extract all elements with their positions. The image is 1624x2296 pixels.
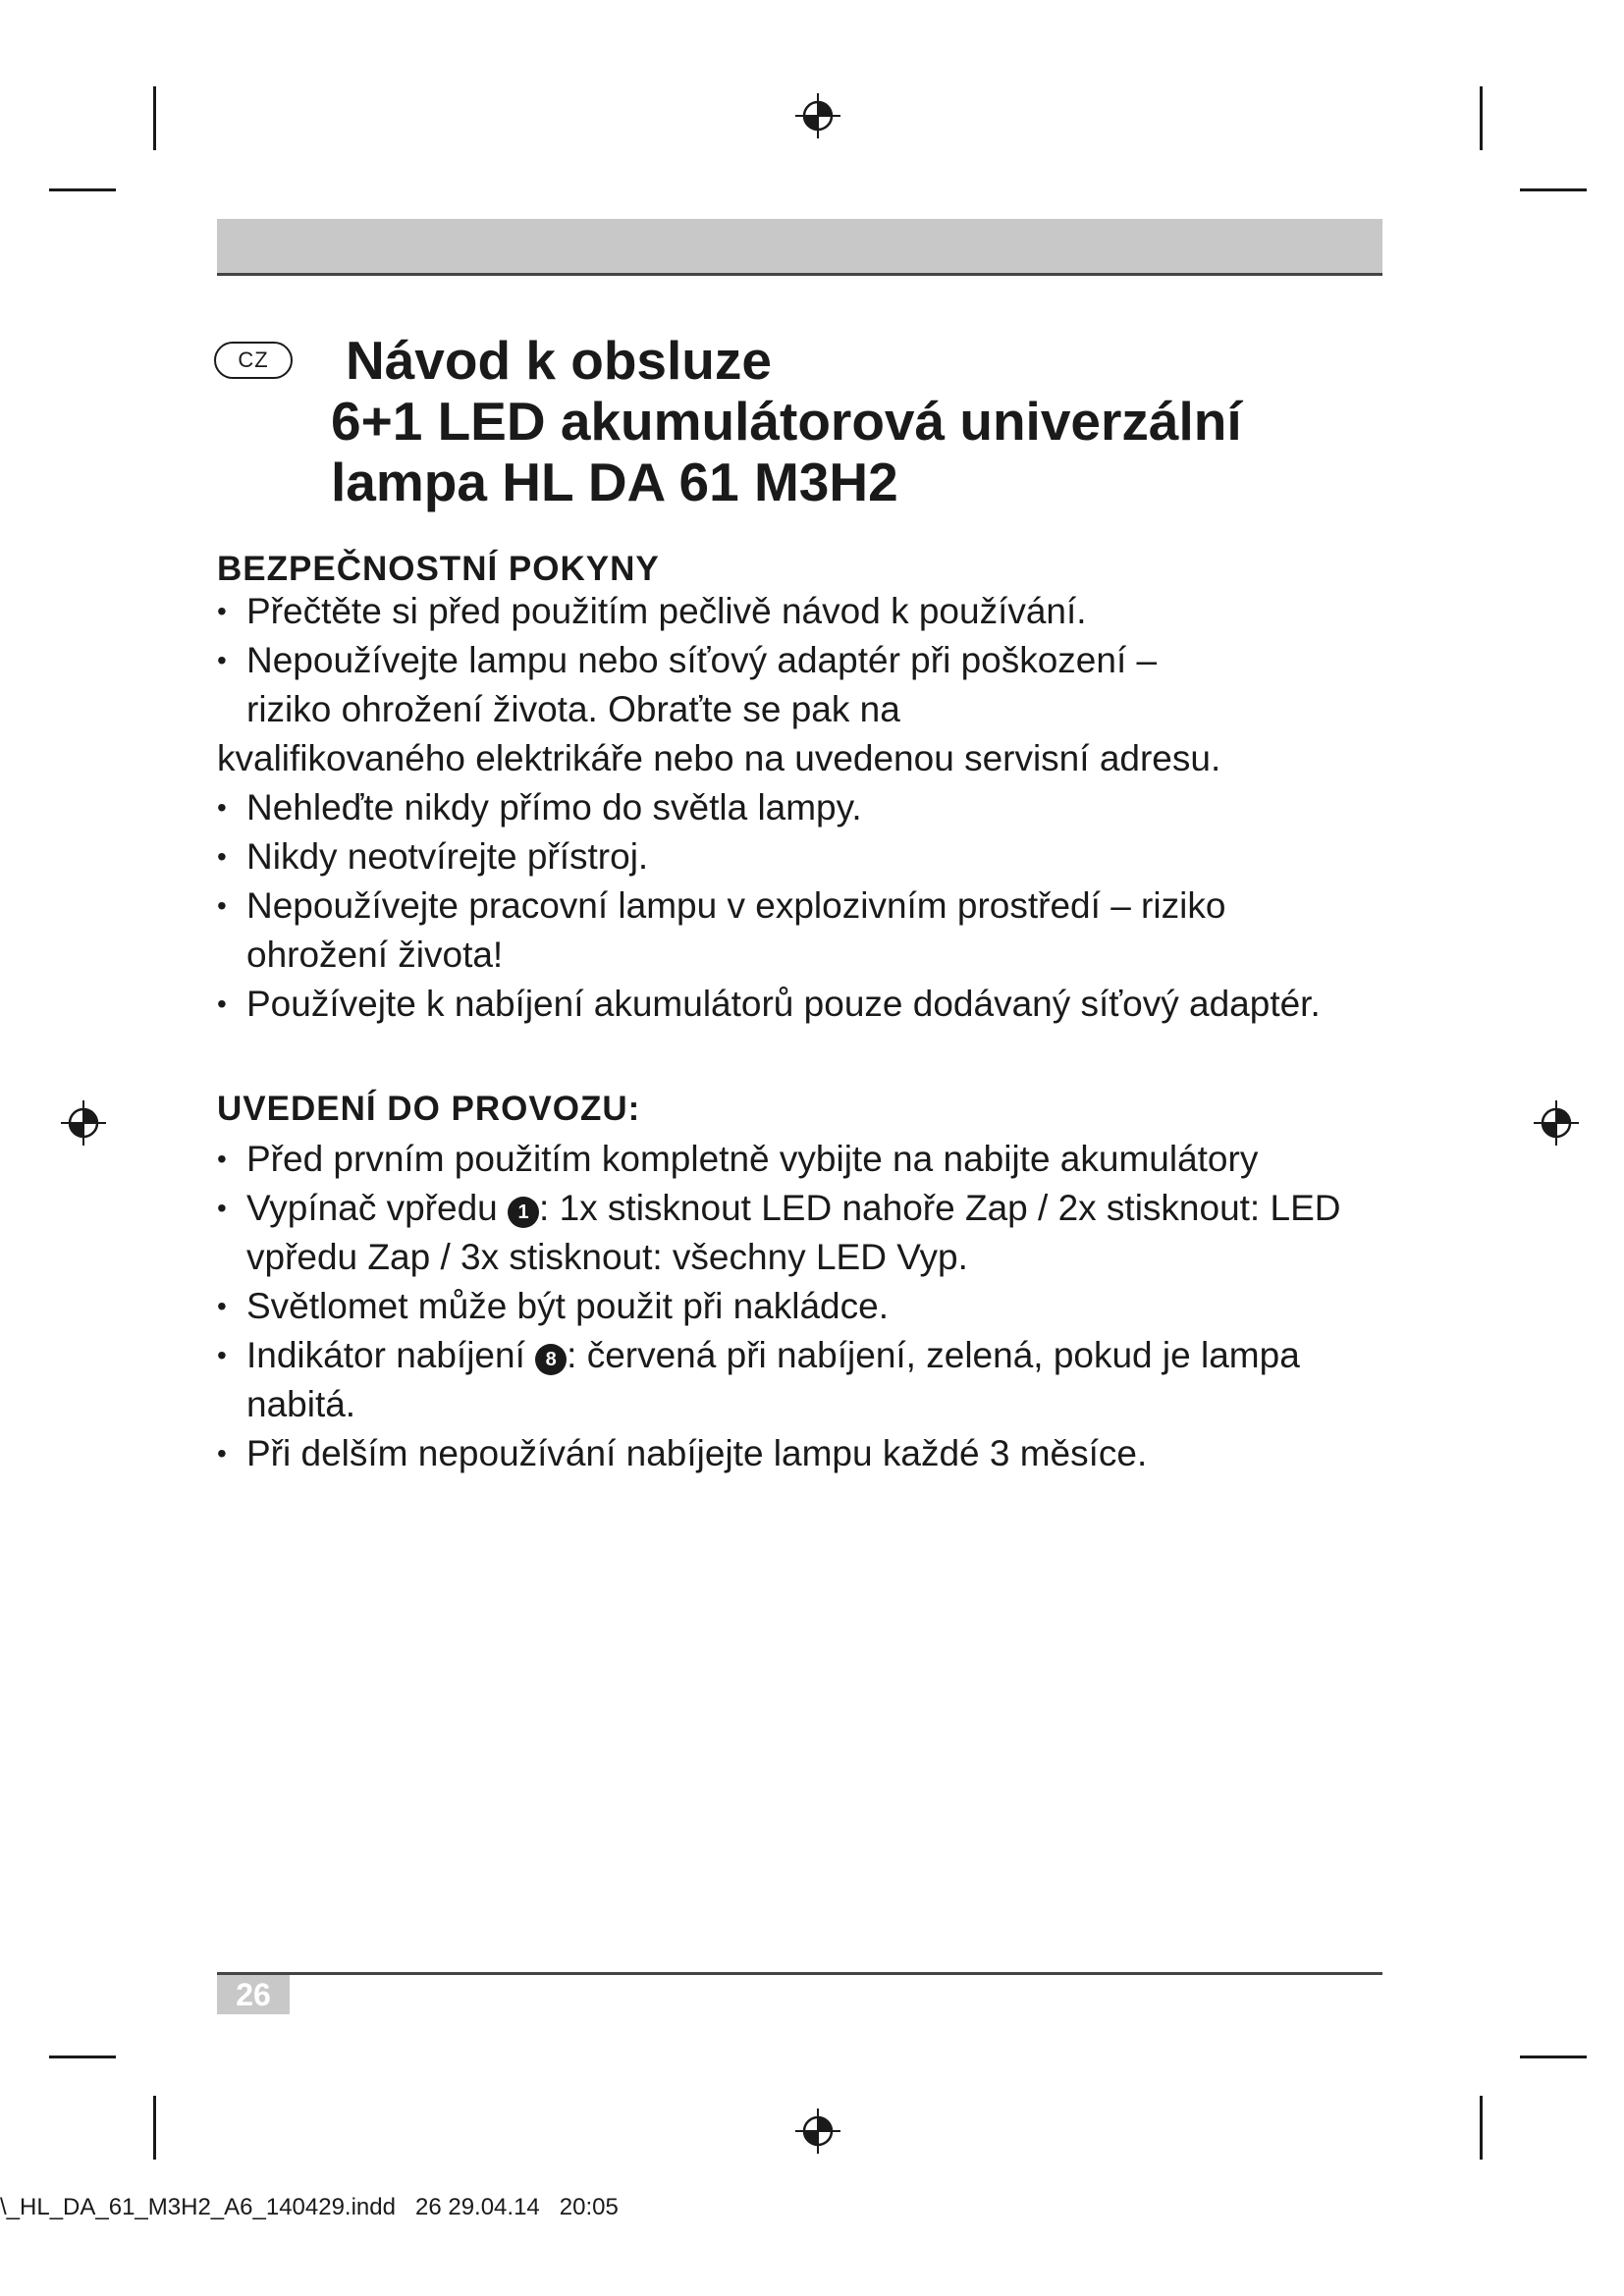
list-item-text: Vypínač vpředu [246, 1188, 509, 1228]
list-item: • Přečtěte si před použitím pečlivě návod k používání. [217, 587, 1385, 636]
registration-mark-icon [793, 2107, 842, 2156]
list-item [217, 1331, 1385, 1429]
crop-mark [1520, 2056, 1587, 2058]
list-item-continuation: kvalifikovaného elektrikáře nebo na uvedenou servisní adresu. [217, 738, 1221, 778]
list-item-text: : červená při nabíjení, zelená, pokud je lampa nabitá. [246, 1335, 1300, 1424]
list-item [217, 1184, 1385, 1282]
list-item: • Před prvním použitím kompletně vybijte na nabijte akumulátory [217, 1135, 1385, 1184]
registration-mark-icon [1532, 1098, 1581, 1148]
registration-mark-icon [59, 1098, 108, 1148]
list-item: • Používejte k nabíjení akumulátorů pouze dodávaný síťový adaptér. [217, 980, 1385, 1029]
list-item-text: : 1x stisknout LED nahoře Zap / 2x stisknout: LED vpředu Zap / 3x stisknout: všechny LED Vyp. [246, 1188, 1341, 1277]
crop-mark [1480, 86, 1483, 150]
language-badge: CZ [214, 342, 293, 379]
safety-list [217, 587, 1385, 1029]
print-slug: \_HL_DA_61_M3H2_A6_140429.indd 26 29.04.14 20:05 [0, 2194, 619, 2220]
operation-list [217, 1135, 1385, 1478]
page-title: Návod k obsluze [346, 330, 772, 391]
header-bar [217, 219, 1382, 276]
list-item: • Nepoužívejte pracovní lampu v explozivním prostředí – riziko ohrožení života! [217, 881, 1385, 980]
list-item: • Při delším nepoužívání nabíjejte lampu každé 3 měsíce. [217, 1429, 1385, 1478]
crop-mark [1520, 188, 1587, 191]
list-item-text: Indikátor nabíjení [246, 1335, 536, 1375]
callout-marker-8-icon: 8 [535, 1344, 567, 1375]
crop-mark [49, 2056, 116, 2058]
crop-mark [1480, 2096, 1483, 2160]
list-item: • Nehleďte nikdy přímo do světla lampy. [217, 783, 1385, 832]
registration-mark-icon [793, 91, 842, 140]
safety-heading: BEZPEČNOSTNÍ POKYNY [217, 550, 660, 588]
list-item: • Nikdy neotvírejte přístroj. [217, 832, 1385, 881]
page-number: 26 [217, 1975, 290, 2014]
list-item: • Světlomet může být použit při nakládce. [217, 1282, 1385, 1331]
list-item: • Nepoužívejte lampu nebo síťový adaptér při poškození – riziko ohrožení života. Obraťte se pak na [217, 636, 1385, 734]
crop-mark [153, 86, 156, 150]
callout-marker-1-icon: 1 [508, 1197, 539, 1228]
product-title-line1: 6+1 LED akumulátorová univerzální [331, 391, 1242, 452]
product-title-line2: lampa HL DA 61 M3H2 [331, 452, 898, 512]
footer-rule [217, 1972, 1382, 1975]
crop-mark [153, 2096, 156, 2160]
operation-heading: UVEDENÍ DO PROVOZU: [217, 1090, 641, 1128]
crop-mark [49, 188, 116, 191]
